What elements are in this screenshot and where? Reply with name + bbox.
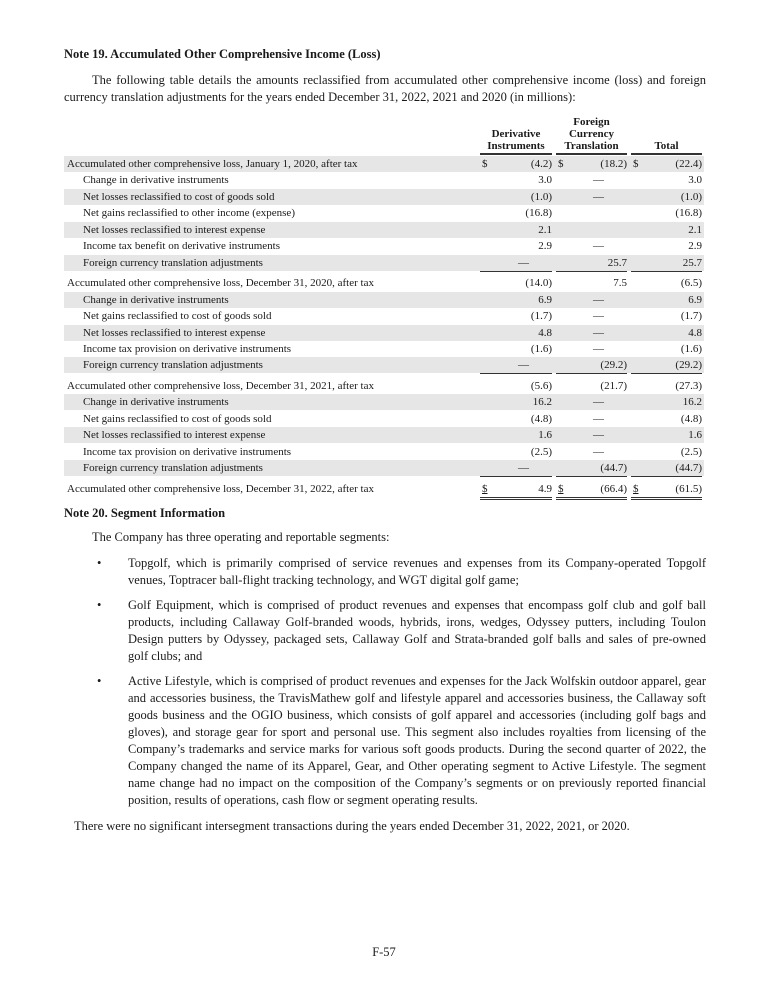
table-row bbox=[64, 189, 704, 205]
table-row bbox=[64, 308, 704, 324]
cell-foreign bbox=[556, 460, 627, 477]
cell-total bbox=[631, 427, 702, 443]
cell-value: — bbox=[593, 326, 604, 339]
cell-foreign bbox=[556, 481, 627, 500]
note20-intro: The Company has three operating and reportable segments: bbox=[92, 530, 390, 544]
cell-derivative bbox=[480, 444, 552, 460]
cell-value: (14.0) bbox=[525, 277, 552, 290]
cell-derivative bbox=[480, 172, 552, 188]
note19-title: Note 19. Accumulated Other Comprehensive Income (Loss) bbox=[64, 47, 381, 61]
cell-value: (1.0) bbox=[530, 190, 552, 203]
row-label: Foreign currency translation adjustments bbox=[83, 256, 263, 269]
cell-value: (16.8) bbox=[525, 207, 552, 220]
table-row bbox=[64, 255, 704, 271]
row-label: Net gains reclassified to other income (expense) bbox=[83, 207, 295, 220]
cell-foreign bbox=[556, 156, 627, 172]
cell-value: 6.9 bbox=[688, 293, 702, 306]
cell-value: (1.7) bbox=[680, 310, 702, 323]
cell-value: — bbox=[593, 412, 604, 425]
cell-foreign bbox=[556, 411, 627, 427]
table-row bbox=[64, 222, 704, 238]
cell-value: 1.6 bbox=[538, 429, 552, 442]
cell-value: — bbox=[593, 445, 604, 458]
row-label: Income tax provision on derivative instruments bbox=[83, 342, 292, 355]
cell-derivative bbox=[480, 222, 552, 238]
cell-value: (1.0) bbox=[680, 190, 702, 203]
cell-derivative bbox=[480, 156, 552, 172]
cell-value: 25.7 bbox=[682, 256, 702, 269]
cell-foreign bbox=[556, 172, 627, 188]
balance-row bbox=[64, 481, 704, 497]
cell-derivative bbox=[480, 460, 552, 477]
table-row bbox=[64, 444, 704, 460]
cell-value: (5.6) bbox=[530, 379, 552, 392]
segment-description: Topgolf, which is primarily comprised of service revenues and expenses from its Company-operated Topgolf venues, Toptracer ball-flight tracking technology, and WGT digital golf game; bbox=[128, 556, 706, 587]
cell-value: (21.7) bbox=[600, 379, 627, 392]
cell-value: (1.6) bbox=[680, 342, 702, 355]
cell-total bbox=[631, 460, 702, 477]
cell-total bbox=[631, 172, 702, 188]
bullet-icon: • bbox=[97, 674, 102, 688]
cell-value: (1.7) bbox=[530, 310, 552, 323]
currency-symbol: $ bbox=[633, 158, 639, 170]
row-label: Net gains reclassified to cost of goods sold bbox=[83, 310, 272, 323]
cell-derivative bbox=[480, 427, 552, 443]
cell-foreign bbox=[556, 238, 627, 254]
currency-symbol: $ bbox=[482, 482, 488, 495]
row-label: Accumulated other comprehensive loss, January 1, 2020, after tax bbox=[67, 158, 358, 170]
header-derivative-instruments: Derivative Instruments bbox=[480, 128, 552, 155]
cell-value: (29.2) bbox=[675, 359, 702, 372]
cell-value: 3.0 bbox=[688, 174, 702, 187]
cell-value: 16.2 bbox=[532, 396, 552, 409]
cell-value: 4.8 bbox=[688, 326, 702, 339]
segment-description: Golf Equipment, which is comprised of product revenues and expenses that encompass golf club and golf ball products, including Callaway Golf-branded woods, hybrids, irons, wedges, Odyssey putters, including Toulon Design putters by Odyssey, packaged sets, Callaway Golf and Strata-branded golf balls and sales of pre-owned golf clubs; and bbox=[128, 598, 706, 663]
row-label: Net losses reclassified to interest expense bbox=[83, 326, 266, 339]
cell-value: (4.2) bbox=[530, 158, 552, 170]
cell-foreign bbox=[556, 275, 627, 291]
cell-derivative bbox=[480, 189, 552, 205]
cell-total bbox=[631, 444, 702, 460]
row-label: Change in derivative instruments bbox=[83, 293, 229, 306]
balance-row bbox=[64, 378, 704, 394]
cell-derivative bbox=[480, 308, 552, 324]
cell-value: (4.8) bbox=[530, 412, 552, 425]
table-row bbox=[64, 411, 704, 427]
segment-description: Active Lifestyle, which is comprised of product revenues and expenses for the Jack Wolfskin outdoor apparel, gear and accessories business, the TravisMathew golf and lifestyle apparel and accessories business, the Callaway soft goods business and the OGIO business, which consists of golf apparel and accessories (including golf bags and gloves), and storage gear for sport and personal use. This segment also includes royalties from licensing of the Company’s trademarks and service marks for various soft goods products. During the second quarter of 2022, the Company changed the name of its Apparel, Gear, and Other operating segment to Active Lifestyle. The segment name change had no impact on the composition of the Company’s segments or on previously reported financial position, results of operations, cash flow or segment operating results. bbox=[128, 674, 706, 807]
cell-derivative bbox=[480, 205, 552, 221]
cell-foreign bbox=[556, 308, 627, 324]
cell-total bbox=[631, 325, 702, 341]
cell-value: 25.7 bbox=[607, 256, 627, 269]
currency-symbol: $ bbox=[558, 158, 564, 170]
cell-total bbox=[631, 411, 702, 427]
cell-derivative bbox=[480, 275, 552, 291]
cell-total bbox=[631, 308, 702, 324]
cell-value: (4.8) bbox=[680, 412, 702, 425]
cell-total bbox=[631, 341, 702, 357]
header-foreign-currency-translation: Foreign Currency Translation bbox=[556, 116, 627, 155]
cell-total bbox=[631, 156, 702, 172]
table-row bbox=[64, 357, 704, 373]
bullet-icon: • bbox=[97, 598, 102, 612]
cell-value: (6.5) bbox=[680, 277, 702, 290]
currency-symbol: $ bbox=[558, 482, 564, 495]
row-label: Income tax provision on derivative instruments bbox=[83, 445, 292, 458]
row-label: Change in derivative instruments bbox=[83, 396, 229, 409]
row-label: Foreign currency translation adjustments bbox=[83, 462, 263, 475]
cell-foreign bbox=[556, 394, 627, 410]
row-label: Net losses reclassified to interest expense bbox=[83, 223, 266, 236]
cell-value: (2.5) bbox=[530, 445, 552, 458]
cell-foreign bbox=[556, 292, 627, 308]
cell-foreign bbox=[556, 341, 627, 357]
cell-value: — bbox=[518, 256, 529, 269]
cell-total bbox=[631, 292, 702, 308]
cell-value: (22.4) bbox=[675, 158, 702, 170]
cell-derivative bbox=[480, 394, 552, 410]
cell-value: 4.8 bbox=[538, 326, 552, 339]
cell-foreign bbox=[556, 357, 627, 374]
table-row bbox=[64, 341, 704, 357]
cell-derivative bbox=[480, 357, 552, 374]
cell-foreign bbox=[556, 325, 627, 341]
cell-foreign bbox=[556, 378, 627, 394]
cell-total bbox=[631, 275, 702, 291]
currency-symbol: $ bbox=[633, 482, 639, 495]
cell-foreign bbox=[556, 444, 627, 460]
cell-value: 1.6 bbox=[688, 429, 702, 442]
cell-derivative bbox=[480, 411, 552, 427]
cell-total bbox=[631, 255, 702, 272]
row-label: Accumulated other comprehensive loss, December 31, 2022, after tax bbox=[67, 482, 374, 495]
cell-value: 7.5 bbox=[613, 277, 627, 290]
table-row bbox=[64, 292, 704, 308]
cell-derivative bbox=[480, 341, 552, 357]
row-label: Accumulated other comprehensive loss, December 31, 2021, after tax bbox=[67, 379, 374, 392]
header-total: Total bbox=[631, 140, 702, 155]
cell-foreign bbox=[556, 255, 627, 272]
cell-total bbox=[631, 238, 702, 254]
cell-value: 2.1 bbox=[688, 223, 702, 236]
cell-value: — bbox=[593, 310, 604, 323]
cell-derivative bbox=[480, 325, 552, 341]
cell-foreign bbox=[556, 427, 627, 443]
row-label: Net losses reclassified to interest expense bbox=[83, 429, 266, 442]
cell-value: (1.6) bbox=[530, 342, 552, 355]
cell-value: — bbox=[593, 174, 604, 187]
cell-total bbox=[631, 357, 702, 374]
note19-intro: The following table details the amounts reclassified from accumulated other comprehensive income (loss) and foreign currency translation adjustments for the years ended December 31, 2022, 2021 and 2020 (in millions): bbox=[64, 73, 706, 104]
cell-value: (61.5) bbox=[675, 482, 702, 495]
cell-total bbox=[631, 222, 702, 238]
row-label: Foreign currency translation adjustments bbox=[83, 359, 263, 372]
cell-value: 6.9 bbox=[538, 293, 552, 306]
cell-value: (2.5) bbox=[680, 445, 702, 458]
cell-derivative bbox=[480, 238, 552, 254]
cell-value: — bbox=[593, 396, 604, 409]
cell-value: 4.9 bbox=[538, 482, 552, 495]
cell-derivative bbox=[480, 481, 552, 500]
cell-value: (27.3) bbox=[675, 379, 702, 392]
cell-foreign bbox=[556, 189, 627, 205]
bullet-icon: • bbox=[97, 556, 102, 570]
balance-row bbox=[64, 156, 704, 172]
cell-value: (44.7) bbox=[600, 462, 627, 475]
cell-derivative bbox=[480, 255, 552, 272]
table-row bbox=[64, 205, 704, 221]
cell-value: — bbox=[593, 293, 604, 306]
cell-value: — bbox=[593, 429, 604, 442]
cell-value: (16.8) bbox=[675, 207, 702, 220]
cell-value: 2.9 bbox=[538, 240, 552, 253]
cell-value: (18.2) bbox=[600, 158, 627, 170]
table-row bbox=[64, 238, 704, 254]
row-label: Net losses reclassified to cost of goods sold bbox=[83, 190, 275, 203]
cell-total bbox=[631, 205, 702, 221]
cell-value: — bbox=[593, 342, 604, 355]
cell-value: 3.0 bbox=[538, 174, 552, 187]
cell-foreign bbox=[556, 205, 627, 221]
cell-total bbox=[631, 481, 702, 500]
table-row bbox=[64, 460, 704, 476]
table-row bbox=[64, 394, 704, 410]
balance-row bbox=[64, 275, 704, 291]
note20-title: Note 20. Segment Information bbox=[64, 506, 226, 520]
cell-value: (29.2) bbox=[600, 359, 627, 372]
table-row bbox=[64, 427, 704, 443]
cell-value: 2.9 bbox=[688, 240, 702, 253]
cell-total bbox=[631, 189, 702, 205]
row-label: Net gains reclassified to cost of goods sold bbox=[83, 412, 272, 425]
cell-value: — bbox=[593, 240, 604, 253]
cell-value: — bbox=[518, 359, 529, 372]
table-row bbox=[64, 172, 704, 188]
cell-value: 2.1 bbox=[538, 223, 552, 236]
cell-value: (66.4) bbox=[600, 482, 627, 495]
row-label: Accumulated other comprehensive loss, December 31, 2020, after tax bbox=[67, 277, 374, 290]
row-label: Income tax benefit on derivative instruments bbox=[83, 240, 281, 253]
cell-foreign bbox=[556, 222, 627, 238]
cell-total bbox=[631, 394, 702, 410]
currency-symbol: $ bbox=[482, 158, 488, 170]
table-row bbox=[64, 325, 704, 341]
note20-closing: There were no significant intersegment transactions during the years ended December 31, 2022, 2021, or 2020. bbox=[74, 819, 630, 833]
cell-derivative bbox=[480, 292, 552, 308]
row-label: Change in derivative instruments bbox=[83, 174, 229, 187]
cell-value: — bbox=[518, 462, 529, 475]
cell-value: — bbox=[593, 190, 604, 203]
cell-derivative bbox=[480, 378, 552, 394]
cell-total bbox=[631, 378, 702, 394]
cell-value: 16.2 bbox=[682, 396, 702, 409]
page-number: F-57 bbox=[372, 945, 396, 959]
cell-value: (44.7) bbox=[675, 462, 702, 475]
